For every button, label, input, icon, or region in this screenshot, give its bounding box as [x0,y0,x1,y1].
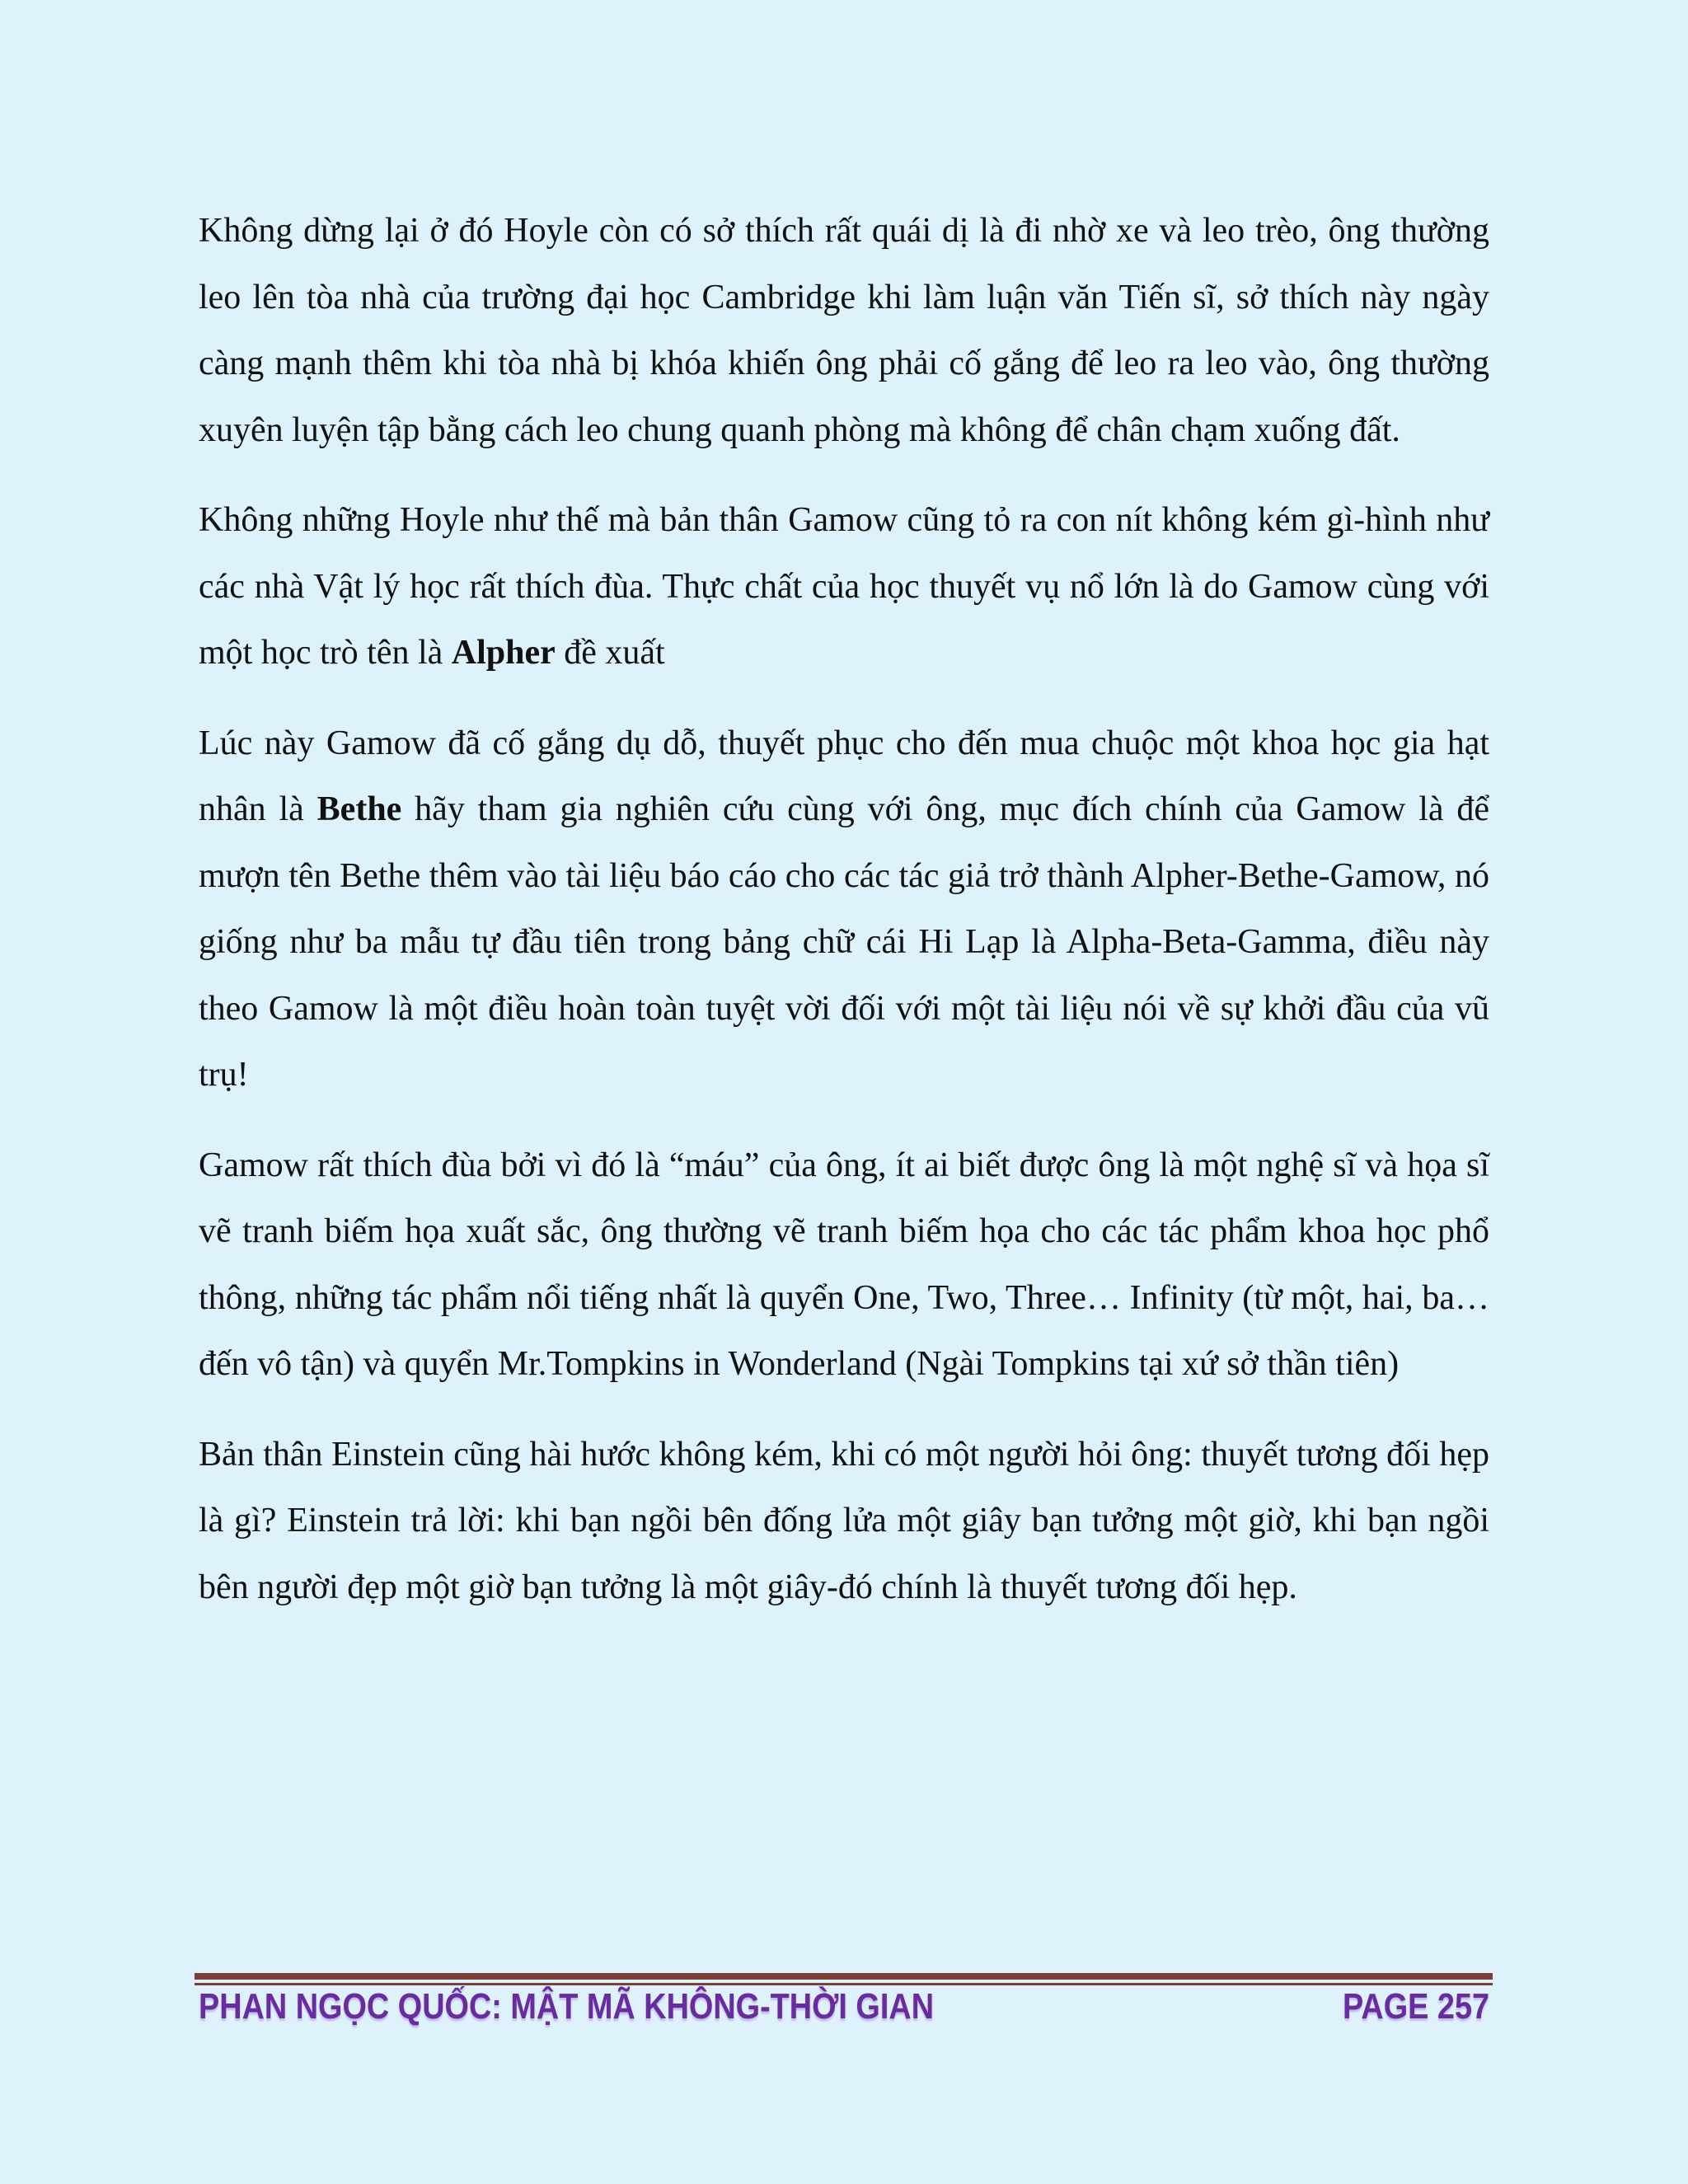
paragraph-text: Lúc này Gamow đã cố gắng dụ dỗ, thuyết phục cho đến mua chuộc một khoa học gia hạt nhân là [199,724,1489,828]
paragraph-hoyle-climbing [199,198,1489,463]
paragraph-einstein [199,1422,1489,1621]
footer-divider-thin [195,1983,1493,1985]
footer-page-number: PAGE 257 [1342,1986,1489,2027]
footer-book-title: PHAN NGỌC QUỐC: MẬT MÃ KHÔNG-THỜI GIAN [199,1986,935,2027]
paragraph-gamow-alpher [199,487,1489,687]
bold-name-bethe: Bethe [316,790,402,828]
paragraph-text: Không dừng lại ở đó Hoyle còn có sở thích rất quái dị là đi nhờ xe và leo trèo, ông thường leo lên tòa nhà của trường đại học Cambridge khi làm luận văn Tiến sĩ, sở thích này ngày càng mạnh thêm khi tòa nhà bị khóa khiến ông phải cố gắng để leo ra leo vào, ông thường xuyên luyện tập bằng cách leo chung quanh phòng mà không để chân chạm xuống đất. [199,212,1489,449]
page-footer [199,1986,1489,2036]
paragraph-text: đề xuất [555,634,665,672]
paragraph-gamow-artist [199,1132,1489,1398]
paragraph-text: hãy tham gia nghiên cứu cùng với ông, mục đích chính của Gamow là để mượn tên Bethe thêm vào tài liệu báo cáo cho các tác giả trở thành Alpher-Bethe-Gamow, nó giống như ba mẫu tự đầu tiên trong bảng chữ cái Hi Lạp là Alpha-Beta-Gamma, điều này theo Gamow là một điều hoàn toàn tuyệt vời đối với một tài liệu nói về sự khởi đầu của vũ trụ! [199,790,1489,1094]
footer-divider [195,1973,1493,1980]
paragraph-bethe [199,710,1489,1108]
paragraph-text: Gamow rất thích đùa bởi vì đó là “máu” của ông, ít ai biết được ông là một nghệ sĩ và họa sĩ vẽ tranh biếm họa xuất sắc, ông thường vẽ tranh biếm họa cho các tác phẩm khoa học phổ thông, những tác phẩm nổi tiếng nhất là quyển One, Two, Three… Infinity (từ một, hai, ba…đến vô tận) và quyển Mr.Tompkins in Wonderland (Ngài Tompkins tại xứ sở thần tiên) [199,1146,1489,1383]
paragraph-text: Không những Hoyle như thế mà bản thân Gamow cũng tỏ ra con nít không kém gì-hình như các nhà Vật lý học rất thích đùa. Thực chất của học thuyết vụ nổ lớn là do Gamow cùng với một học trò tên là [199,501,1489,672]
bold-name-alpher: Alpher [451,634,556,672]
paragraph-text: Bản thân Einstein cũng hài hước không kém, khi có một người hỏi ông: thuyết tương đối hẹp là gì? Einstein trả lời: khi bạn ngồi bên đống lửa một giây bạn tưởng một giờ, khi bạn ngồi bên người đẹp một giờ bạn tưởng là một giây-đó chính là thuyết tương đối hẹp. [199,1435,1489,1606]
document-body [199,198,1489,1644]
